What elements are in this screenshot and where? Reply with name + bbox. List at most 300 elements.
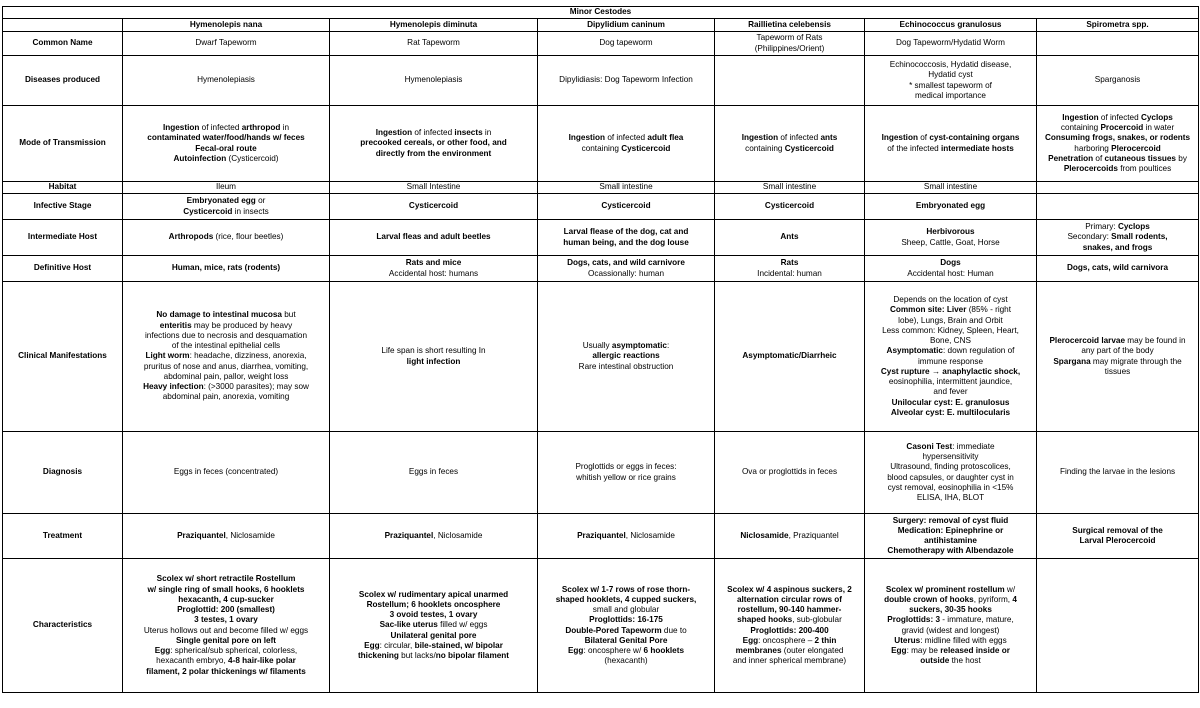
cell-text: Single genital pore on left: [175, 635, 277, 645]
cell-text: thickening: [357, 651, 399, 661]
cell-text: containing: [745, 143, 785, 153]
cell-text: Praziquantel: [177, 530, 226, 540]
cell-text: Praziquantel: [577, 530, 626, 540]
cell-habitat-d-caninum: [538, 182, 715, 194]
cell-text: : (>3000 parasites); may sow: [203, 382, 309, 392]
cell-diseases-produced-d-caninum: [538, 56, 715, 106]
cell-diseases-produced-spirometra: [1037, 56, 1199, 106]
cell-text: Small intestine: [762, 182, 817, 192]
table-row-common-name: [3, 32, 1199, 56]
cell-infective-stage-d-caninum: [538, 194, 715, 220]
row-label-common-name: Common Name: [3, 32, 123, 56]
cell-text: Human, mice, rats (rodents): [171, 263, 281, 273]
species-header-r-celebensis: Raillietina celebensis: [715, 19, 865, 32]
cell-text: in: [482, 128, 492, 138]
cell-text: Ultrasound, finding protoscolices,: [890, 462, 1011, 472]
cell-text: but: [281, 310, 296, 320]
cell-text: whitish yellow or rice grains: [576, 472, 676, 482]
cell-text: of infected: [412, 128, 455, 138]
cell-text: , Praziquantel: [788, 530, 839, 540]
cell-text: Proglottids: 3: [887, 615, 941, 625]
species-header-e-granulosus: Echinococcus granulosus: [865, 19, 1037, 32]
cell-text: any part of the body: [1081, 346, 1154, 356]
cell-text: (85% - right: [966, 305, 1012, 315]
cell-treatment-spirometra: [1037, 514, 1199, 559]
cell-habitat-h-diminuta: [330, 182, 538, 194]
cell-text: outside: [920, 656, 950, 666]
cell-clinical-manifestations-spirometra: [1037, 282, 1199, 432]
cell-text: Cyst rupture → anaphylactic shock,: [880, 366, 1021, 376]
cell-diagnosis-spirometra: [1037, 432, 1199, 514]
cell-text: in insects: [232, 206, 269, 216]
row-label-intermediate-host: Intermediate Host: [3, 220, 123, 256]
cell-text: * smallest tapeworm of: [909, 80, 992, 90]
cell-text: : circular,: [379, 640, 415, 650]
cell-text: Incidental: human: [757, 268, 822, 278]
cell-text: Eggs in feces (concentrated): [173, 467, 279, 477]
cell-text: of the infected: [887, 143, 941, 153]
cell-text: Ocassionally: human: [588, 268, 664, 278]
cell-intermediate-host-h-diminuta: [330, 220, 538, 256]
cell-text: harboring: [1074, 143, 1112, 153]
cell-characteristics-spirometra: [1037, 559, 1199, 693]
cell-text: Rats and mice: [405, 258, 462, 268]
cell-text: , Niclosamide: [225, 530, 275, 540]
cell-text: Niclosamide: [740, 530, 789, 540]
cell-text: rostellum, 90-140 hammer-: [737, 605, 842, 614]
cell-text: Small intestine: [923, 182, 978, 192]
cell-text: in water: [1143, 123, 1175, 132]
cell-text: and fever: [933, 387, 968, 397]
cell-diagnosis-h-diminuta: [330, 432, 538, 514]
cell-common-name-h-diminuta: [330, 32, 538, 56]
cell-text: lobe), Lungs, Brain and Orbit: [898, 315, 1003, 325]
table-row-treatment: [3, 514, 1199, 559]
cell-text: w/: [1004, 584, 1016, 594]
cell-infective-stage-h-nana: [123, 194, 330, 220]
cell-text: Asymptomatic: [886, 346, 943, 356]
cell-text: Accidental host: humans: [388, 268, 479, 278]
row-label-habitat: Habitat: [3, 182, 123, 194]
cell-text: Larval fleas and adult beetles: [376, 232, 491, 242]
cell-text: 6 hooklets: [643, 646, 685, 655]
cell-text: Dwarf Tapeworm: [195, 38, 257, 48]
cell-mode-of-transmission-d-caninum: [538, 106, 715, 182]
cell-text: hexacanth, 4 cup-sucker: [178, 594, 274, 604]
cell-text: may be found in: [1125, 336, 1186, 345]
species-header-h-diminuta: Hymenolepis diminuta: [330, 19, 538, 32]
cell-text: 4: [1012, 594, 1017, 604]
cell-text: Scolex w/ 1-7 rows of rose thorn-: [561, 584, 691, 594]
cell-text: Hymenolepiasis: [404, 75, 463, 85]
table-row-infective-stage: [3, 194, 1199, 220]
cell-text: , Niclosamide: [433, 530, 483, 540]
cell-text: Egg: [364, 640, 380, 650]
cell-diagnosis-h-nana: [123, 432, 330, 514]
cell-text: (outer elongated: [781, 646, 844, 655]
cell-text: Cysticercoid: [764, 201, 815, 211]
cell-text: Arthropods: [168, 232, 214, 242]
cell-clinical-manifestations-h-diminuta: [330, 282, 538, 432]
cell-text: - immature, mature,: [940, 615, 1014, 625]
table-title: Minor Cestodes: [3, 7, 1199, 19]
cell-text: Ova or proglottids in feces: [741, 467, 838, 477]
cell-intermediate-host-d-caninum: [538, 220, 715, 256]
cell-diseases-produced-r-celebensis: [715, 56, 865, 106]
cell-text: Unilocular cyst: E. granulosus: [891, 397, 1010, 407]
cell-text: Asymptomatic/Diarrheic: [742, 351, 837, 361]
cell-text: Alveolar cyst: E. multilocularis: [890, 407, 1011, 417]
cell-characteristics-r-celebensis: [715, 559, 865, 693]
cell-text: cutaneous tissues: [1104, 153, 1176, 163]
cell-characteristics-h-nana: [123, 559, 330, 693]
cell-text: Proglottid: 200 (smallest): [177, 605, 275, 614]
cell-text: 3 ovoid testes, 1 ovary: [389, 610, 478, 620]
cell-text: Cysticercoid: [408, 201, 459, 211]
row-label-infective-stage: Infective Stage: [3, 194, 123, 220]
cell-text: Cysticercoid: [601, 201, 651, 211]
cell-text: insects: [454, 128, 483, 138]
cell-diagnosis-d-caninum: [538, 432, 715, 514]
cell-text: Fecal-oral route: [195, 143, 257, 153]
cell-text: of: [917, 133, 930, 143]
cell-text: filled w/ eggs: [437, 620, 488, 630]
cell-mode-of-transmission-spirometra: [1037, 106, 1199, 182]
cell-text: Heavy infection: [143, 382, 204, 392]
cell-text: but lacks/: [398, 651, 436, 661]
cell-text: : oncosphere –: [758, 635, 815, 645]
cell-text: arthropod: [241, 123, 281, 132]
cell-text: light infection: [406, 356, 461, 366]
cell-text: by: [1175, 153, 1187, 163]
cell-text: Consuming frogs, snakes, or rodents: [1044, 133, 1191, 143]
cell-text: Cysticercoid: [621, 143, 671, 153]
table-row-characteristics: [3, 559, 1199, 693]
cell-text: cyst removal, eosinophilia in <15%: [887, 482, 1014, 492]
cell-text: Sac-like uterus: [379, 620, 438, 630]
cell-text: contaminated water/food/hands w/ feces: [147, 133, 305, 143]
cell-text: : spherical/sub spherical, colorless,: [170, 646, 298, 655]
cell-text: and inner spherical membrane): [732, 656, 847, 666]
cell-text: Scolex w/ rudimentary apical unarmed: [358, 589, 509, 599]
cell-text: No damage to intestinal mucosa: [156, 310, 282, 320]
cell-text: containing: [1060, 123, 1101, 132]
cell-text: allergic reactions: [592, 351, 660, 361]
cell-text: 4-8 hair-like polar: [228, 656, 296, 666]
cell-text: Sheep, Cattle, Goat, Horse: [901, 237, 1000, 247]
cell-text: Light worm: [145, 351, 190, 361]
cell-text: Common site: Liver: [889, 305, 967, 315]
cell-characteristics-h-diminuta: [330, 559, 538, 693]
cell-text: : midline filled with eggs: [920, 635, 1007, 645]
table-row-diagnosis: [3, 432, 1199, 514]
cell-text: Surgery: removal of cyst fluid: [892, 515, 1009, 525]
cell-mode-of-transmission-r-celebensis: [715, 106, 865, 182]
cell-text: Ants: [780, 232, 799, 242]
cell-text: abdominal pain, anorexia, vomiting: [162, 392, 290, 402]
cell-text: Life span is short resulting In: [381, 346, 486, 356]
cell-common-name-e-granulosus: [865, 32, 1037, 56]
cell-infective-stage-e-granulosus: [865, 194, 1037, 220]
cell-text: Rats: [780, 258, 799, 268]
cell-text: Less common: Kidney, Spleen, Heart,: [882, 325, 1019, 335]
row-label-definitive-host: Definitive Host: [3, 256, 123, 282]
cell-text: Embryonated egg: [186, 196, 256, 206]
cell-clinical-manifestations-d-caninum: [538, 282, 715, 432]
cell-text: Sparganosis: [1094, 75, 1141, 85]
cell-text: (Cysticercoid): [226, 153, 279, 163]
cell-text: intermediate hosts: [940, 143, 1014, 153]
cell-text: : immediate: [952, 441, 995, 451]
cell-text: abdominal pain, pallor, weight loss: [163, 371, 289, 381]
cell-text: of the intestinal epithelial cells: [171, 341, 281, 351]
cell-text: small and globular: [592, 605, 660, 614]
cell-text: tissues: [1104, 366, 1131, 376]
cell-text: Egg: [567, 646, 584, 655]
cell-text: pruritus of nose and anus, diarrhea, vomiting,: [143, 361, 309, 371]
cell-text: Praziquantel: [384, 530, 434, 540]
cell-text: of infected: [1098, 112, 1141, 122]
cell-text: (rice, flour beetles): [213, 232, 284, 242]
cell-text: enteritis: [159, 320, 192, 330]
cell-text: Dogs, cats, and wild carnivore: [567, 258, 685, 268]
cell-text: immune response: [917, 356, 984, 366]
cell-text: membranes: [735, 646, 782, 655]
cell-text: ants: [820, 133, 838, 143]
cell-text: 2 thin: [814, 635, 837, 645]
cell-text: w/ single ring of small hooks, 6 hooklets: [147, 584, 305, 594]
row-label-clinical-manifestations: Clinical Manifestations: [3, 282, 123, 432]
cell-text: the host: [949, 656, 981, 666]
cell-text: Scolex w/ 4 aspinous suckers, 2: [727, 584, 852, 594]
cell-text: Finding the larvae in the lesions: [1059, 467, 1176, 477]
cell-text: Autoinfection: [173, 153, 227, 163]
cell-text: Ingestion: [375, 128, 413, 138]
cell-habitat-e-granulosus: [865, 182, 1037, 194]
cell-text: of infected: [605, 133, 648, 143]
cell-text: shaped hooks: [737, 615, 793, 625]
cell-text: Dogs, cats, wild carnivora: [1067, 263, 1169, 273]
cell-text: : headache, dizziness, anorexia,: [189, 351, 307, 361]
cell-definitive-host-spirometra: [1037, 256, 1199, 282]
cell-common-name-spirometra: [1037, 32, 1199, 56]
cell-text: Larval flease of the dog, cat and: [563, 227, 689, 237]
cell-text: ELISA, IHA, BLOT: [916, 493, 985, 502]
cell-text: Dog Tapeworm/Hydatid Worm: [896, 38, 1005, 48]
cell-definitive-host-r-celebensis: [715, 256, 865, 282]
table-row-diseases-produced: [3, 56, 1199, 106]
species-header-h-nana: Hymenolepis nana: [123, 19, 330, 32]
cell-text: , pyriform,: [973, 594, 1013, 604]
cell-text: suckers, 30-35 hooks: [909, 605, 992, 614]
cell-text: :: [666, 341, 670, 351]
cell-text: Proglottids: 16-175: [589, 615, 663, 625]
cell-text: (hexacanth): [604, 656, 648, 666]
cell-text: from poultices: [1117, 164, 1172, 173]
cell-treatment-e-granulosus: [865, 514, 1037, 559]
cell-text: , sub-globular: [792, 615, 842, 625]
cell-text: adult flea: [647, 133, 684, 143]
cell-text: Ingestion: [741, 133, 779, 143]
table-body: [3, 32, 1199, 693]
cell-infective-stage-h-diminuta: [330, 194, 538, 220]
cell-text: Tapeworm of Rats: [756, 33, 823, 43]
cell-diagnosis-r-celebensis: [715, 432, 865, 514]
cell-infective-stage-spirometra: [1037, 194, 1199, 220]
cell-infective-stage-r-celebensis: [715, 194, 865, 220]
cell-text: directly from the environment: [375, 148, 492, 158]
cell-text: Proglottids: 200-400: [750, 625, 829, 635]
cell-intermediate-host-h-nana: [123, 220, 330, 256]
cell-text: may be produced by heavy: [191, 320, 293, 330]
cell-text: Rostellum; 6 hooklets oncosphere: [366, 599, 501, 609]
cell-text: Chemotherapy with Albendazole: [887, 546, 1014, 556]
cell-text: Surgical removal of the: [1072, 525, 1163, 535]
cell-text: or: [255, 196, 266, 206]
cell-text: Spargana: [1053, 356, 1091, 366]
cell-treatment-h-diminuta: [330, 514, 538, 559]
cell-text: Double-Pored Tapeworm: [565, 625, 662, 635]
cell-common-name-r-celebensis: [715, 32, 865, 56]
cell-text: human being, and the dog louse: [563, 237, 689, 247]
cell-text: Unilateral genital pore: [390, 630, 477, 640]
cell-text: : oncosphere w/: [583, 646, 644, 655]
row-label-mode-of-transmission: Mode of Transmission: [3, 106, 123, 182]
cell-text: containing: [581, 143, 622, 153]
cell-text: Bone, CNS: [930, 336, 971, 345]
cell-text: Scolex w/ prominent rostellum: [885, 584, 1005, 594]
minor-cestodes-table: [2, 6, 1199, 693]
cell-definitive-host-e-granulosus: [865, 256, 1037, 282]
cell-text: may migrate through the: [1090, 356, 1182, 366]
cell-text: cyst-containing organs: [929, 133, 1020, 143]
cell-text: Bilateral Genital Pore: [584, 635, 668, 645]
cell-text: blood capsules, or daughter cyst in: [887, 472, 1014, 482]
cell-text: asymptomatic: [611, 341, 667, 351]
table-row-habitat: [3, 182, 1199, 194]
cell-text: Proglottids or eggs in feces:: [575, 462, 677, 472]
cell-text: : down regulation of: [942, 346, 1015, 356]
cell-text: Ingestion: [1062, 112, 1099, 122]
table-row-clinical-manifestations: [3, 282, 1199, 432]
cell-text: of infected: [199, 123, 242, 132]
cell-diagnosis-e-granulosus: [865, 432, 1037, 514]
cell-habitat-spirometra: [1037, 182, 1199, 194]
cell-diseases-produced-h-nana: [123, 56, 330, 106]
cell-text: Egg: [742, 635, 759, 645]
cell-common-name-h-nana: [123, 32, 330, 56]
cell-clinical-manifestations-h-nana: [123, 282, 330, 432]
cell-text: Primary:: [1085, 222, 1118, 232]
cell-text: no bipolar filament: [435, 651, 510, 661]
row-label-characteristics: Characteristics: [3, 559, 123, 693]
cell-definitive-host-h-nana: [123, 256, 330, 282]
cell-treatment-h-nana: [123, 514, 330, 559]
cell-habitat-h-nana: [123, 182, 330, 194]
cell-text: Ingestion: [881, 133, 918, 143]
cell-text: Depends on the location of cyst: [893, 295, 1008, 304]
table-row-definitive-host: [3, 256, 1199, 282]
cell-text: double crown of hooks: [884, 594, 974, 604]
cell-text: of: [1093, 153, 1105, 163]
cell-text: Scolex w/ short retractile Rostellum: [156, 574, 296, 584]
title-row: [3, 7, 1199, 19]
cell-intermediate-host-spirometra: [1037, 220, 1199, 256]
cell-text: precooked cereals, or other food, and: [360, 138, 507, 148]
cell-text: Uterus: [894, 635, 921, 645]
cell-intermediate-host-r-celebensis: [715, 220, 865, 256]
row-label-treatment: Treatment: [3, 514, 123, 559]
cell-text: shaped hooklets, 4 cupped suckers,: [555, 594, 697, 604]
cell-text: Larval Plerocercoid: [1079, 536, 1156, 545]
cell-text: 3 testes, 1 ovary: [194, 615, 258, 625]
row-label-diagnosis: Diagnosis: [3, 432, 123, 514]
cell-definitive-host-h-diminuta: [330, 256, 538, 282]
species-header-row: [3, 19, 1199, 32]
cell-text: gravid (widest and longest): [901, 625, 1000, 635]
cell-text: Plerocercoid larvae: [1049, 336, 1126, 345]
cell-habitat-r-celebensis: [715, 182, 865, 194]
cell-diseases-produced-h-diminuta: [330, 56, 538, 106]
cell-text: Ingestion: [568, 133, 606, 143]
cell-text: Hymenolepiasis: [197, 75, 255, 85]
cell-text: of infected: [778, 133, 821, 143]
cell-text: Hydatid cyst: [928, 70, 973, 80]
cell-text: Dogs: [940, 258, 961, 268]
cell-text: released inside or: [940, 646, 1010, 655]
cell-treatment-r-celebensis: [715, 514, 865, 559]
cell-text: Medication: Epinephrine or: [897, 525, 1004, 535]
corner-cell: [3, 19, 123, 32]
species-header-d-caninum: Dipylidium caninum: [538, 19, 715, 32]
cell-text: Echinococcosis, Hydatid disease,: [889, 60, 1012, 69]
cell-text: Uterus hollows out and become filled w/ eggs: [143, 625, 309, 635]
cell-characteristics-e-granulosus: [865, 559, 1037, 693]
cell-text: snakes, and frogs: [1082, 242, 1153, 252]
cell-text: Rat Tapeworm: [407, 38, 460, 48]
cell-text: Plerocercoids: [1063, 164, 1118, 173]
table-row-intermediate-host: [3, 220, 1199, 256]
cell-text: Usually: [582, 341, 612, 351]
cell-diseases-produced-e-granulosus: [865, 56, 1037, 106]
cell-text: Dog tapeworm: [599, 38, 653, 48]
table-row-mode-of-transmission: [3, 106, 1199, 182]
cell-text: due to: [661, 625, 687, 635]
cell-text: in: [280, 123, 290, 132]
cell-text: Procercoid: [1100, 123, 1144, 132]
cell-text: Casoni Test: [906, 441, 953, 451]
cell-text: Herbivorous: [926, 227, 975, 237]
cell-text: Cysticercoid: [183, 206, 233, 216]
cell-intermediate-host-e-granulosus: [865, 220, 1037, 256]
species-header-spirometra: Spirometra spp.: [1037, 19, 1199, 32]
cell-text: Egg: [891, 646, 907, 655]
cell-text: Penetration: [1048, 153, 1094, 163]
cell-text: Accidental host: Human: [907, 268, 994, 278]
cell-text: Cysticercoid: [784, 143, 834, 153]
cell-common-name-d-caninum: [538, 32, 715, 56]
cell-clinical-manifestations-r-celebensis: [715, 282, 865, 432]
cell-text: hexacanth embryo,: [156, 656, 229, 666]
cell-text: hypersensitivity: [922, 452, 979, 461]
cell-text: Secondary:: [1067, 232, 1112, 242]
cell-characteristics-d-caninum: [538, 559, 715, 693]
cell-text: infections due to necrosis and desquamation: [144, 330, 308, 340]
cell-text: eosinophilia, intermittent jaundice,: [888, 377, 1013, 386]
cell-text: Eggs in feces: [408, 467, 459, 477]
cell-text: Cyclops: [1117, 222, 1150, 232]
cell-mode-of-transmission-h-nana: [123, 106, 330, 182]
